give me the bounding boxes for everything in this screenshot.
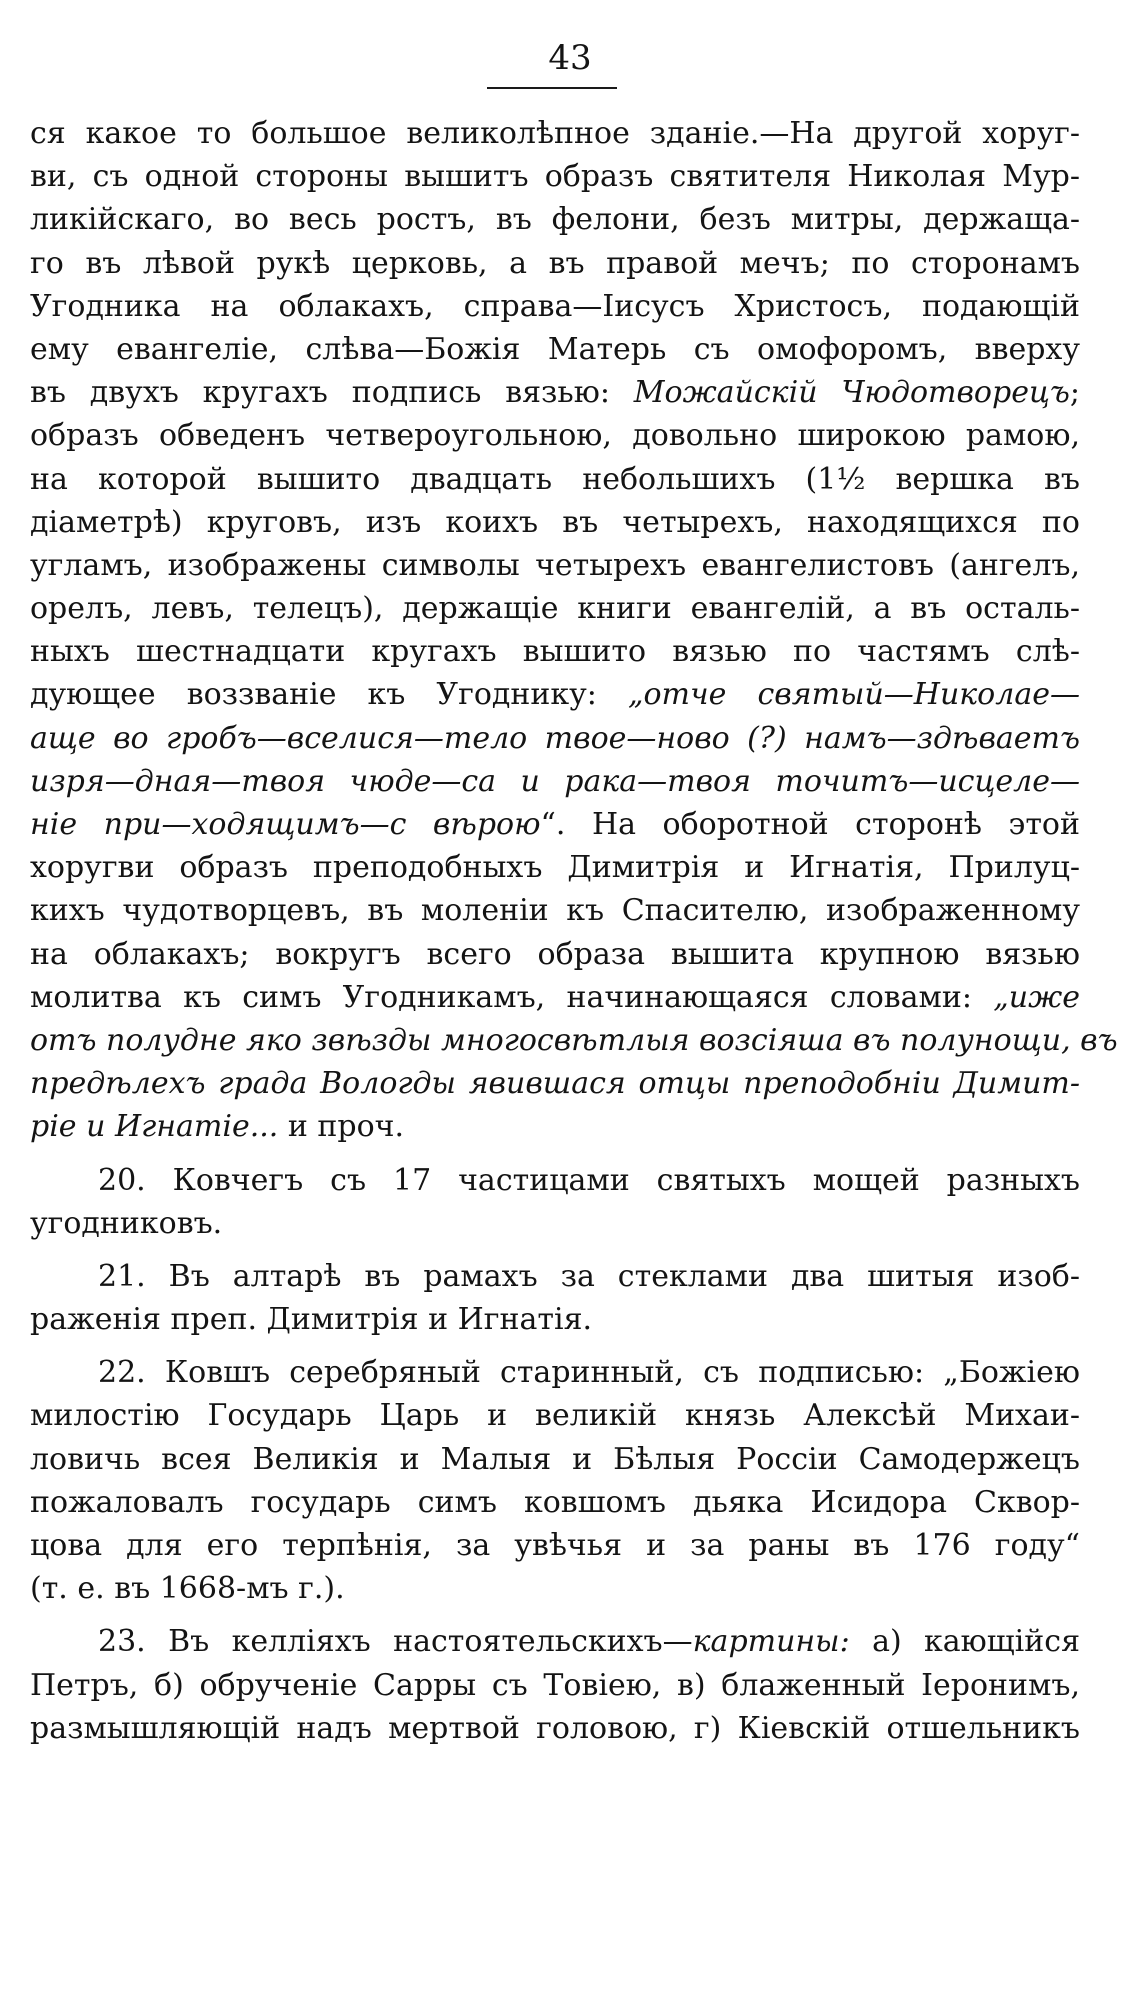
text-line: милостію Государь Царь и великій князь Алексѣй Михаи- xyxy=(30,1398,1080,1434)
text-line: на которой вышито двадцать небольшихъ (1½ вершка въ xyxy=(30,461,1080,497)
text-line: образъ обведенъ четвероугольною, довольно широкою рамою, xyxy=(30,418,1080,454)
text-line: ніе при—ходящимъ—с вѣрою“. На оборотной сторонѣ этой xyxy=(30,807,1080,842)
text-line xyxy=(30,760,1080,803)
text-line: 22. Ковшъ серебряный старинный, съ подписью: „Божіею xyxy=(98,1355,1080,1391)
text-line: угодниковъ. xyxy=(30,1205,223,1241)
text-line xyxy=(30,1019,1118,1062)
text-line: орелъ, левъ, телецъ), держащіе книги евангелій, а въ осталь- xyxy=(30,591,1080,627)
text-line: ловичь всея Великія и Малыя и Бѣлыя Россіи Самодержецъ xyxy=(30,1441,1080,1477)
italic-text: отъ полудне яко звѣзды многосвѣтлыя возсіяша въ полунощи, въ xyxy=(30,1022,1118,1058)
text-line: хоругви образъ преподобныхъ Димитрія и Игнатія, Прилуц- xyxy=(30,850,1080,886)
paragraph-gap xyxy=(30,1610,1080,1620)
italic-text: ріе и Игнатіе... xyxy=(30,1109,279,1145)
italic-text: аще во гробъ—вселися—тело твое—ново (?) намъ—здѣваетъ xyxy=(30,720,1080,756)
text-line: ликійскаго, во весь ростъ, въ фелони, безъ митры, держаща- xyxy=(30,202,1080,238)
text-line: го въ лѣвой рукѣ церковь, а въ правой мечъ; по сторонамъ xyxy=(30,245,1080,281)
text-line: въ двухъ кругахъ подпись вязью: Можайскій Чюдотворецъ; xyxy=(30,375,1080,411)
text-line: дующее воззваніе къ Угоднику: „отче святый—Николае— xyxy=(30,677,1080,713)
italic-text: „иже xyxy=(993,979,1080,1015)
text-line: молитва къ симъ Угодникамъ, начинающаяся словами: „иже xyxy=(30,979,1080,1015)
text-line: кихъ чудотворцевъ, въ моленіи къ Спасителю, изображенному xyxy=(30,893,1080,929)
text-line: пожаловалъ государь симъ ковшомъ дьяка Исидора Сквор- xyxy=(30,1484,1080,1520)
italic-text: ніе при—ходящимъ—с вѣрою xyxy=(30,807,541,842)
italic-text: изря—дная—твоя чюде—са и рака—твоя точитъ—исцеле— xyxy=(30,763,1080,799)
paragraph-gap xyxy=(30,1245,1080,1255)
text-line: ріе и Игнатіе... и проч. xyxy=(30,1109,405,1145)
text-line: Угодника на облакахъ, справа—Іисусъ Христосъ, подающій xyxy=(30,288,1080,324)
text-line: діаметрѣ) круговъ, изъ коихъ въ четырехъ, находящихся по xyxy=(30,504,1080,540)
text-line: угламъ, изображены символы четырехъ евангелистовъ (ангелъ, xyxy=(30,547,1080,583)
text-line: ему евангеліе, слѣва—Божія Матерь съ омофоромъ, вверху xyxy=(30,331,1080,367)
text-line: 20. Ковчегъ съ 17 частицами святыхъ мощей разныхъ xyxy=(98,1162,1080,1198)
text-line: 23. Въ келліяхъ настоятельскихъ—картины: а) кающійся xyxy=(98,1624,1080,1660)
text-line: ся какое то большое великолѣпное зданіе.—На другой хоруг- xyxy=(30,116,1080,151)
text-line: раженія преп. Димитрія и Игнатія. xyxy=(30,1302,593,1338)
page-number: 43 xyxy=(548,38,592,78)
text-line: ныхъ шестнадцати кругахъ вышито вязью по частямъ слѣ- xyxy=(30,634,1080,670)
text-line: (т. е. въ 1668-мъ г.). xyxy=(30,1571,345,1607)
italic-text: „отче святый—Николае— xyxy=(627,677,1080,713)
text-line: 21. Въ алтарѣ въ рамахъ за стеклами два шитыя изоб- xyxy=(98,1258,1080,1294)
italic-text: картины: xyxy=(692,1624,850,1660)
page-number-rule xyxy=(487,87,617,89)
text-line: Петръ, б) обрученіе Сарры съ Товіею, в) блаженный Іеронимъ, xyxy=(30,1667,1080,1703)
body-text xyxy=(30,112,1118,1750)
text-line: ви, съ одной стороны вышитъ образъ святителя Николая Мур- xyxy=(30,159,1080,195)
italic-text: предѣлехъ града Вологды явившася отцы преподобніи Димит- xyxy=(30,1066,1080,1102)
italic-text: Можайскій Чюдотворецъ xyxy=(633,375,1070,411)
text-line: на облакахъ; вокругъ всего образа вышита крупною вязью xyxy=(30,936,1080,972)
text-line xyxy=(30,1062,1080,1105)
paragraph-gap xyxy=(30,1149,1080,1159)
text-line: цова для его терпѣнія, за увѣчья и за раны въ 176 году“ xyxy=(30,1528,1080,1563)
text-line: размышляющій надъ мертвой головою, г) Кіевскій отшельникъ xyxy=(30,1710,1080,1746)
text-line xyxy=(30,717,1080,760)
paragraph-gap xyxy=(30,1341,1080,1351)
